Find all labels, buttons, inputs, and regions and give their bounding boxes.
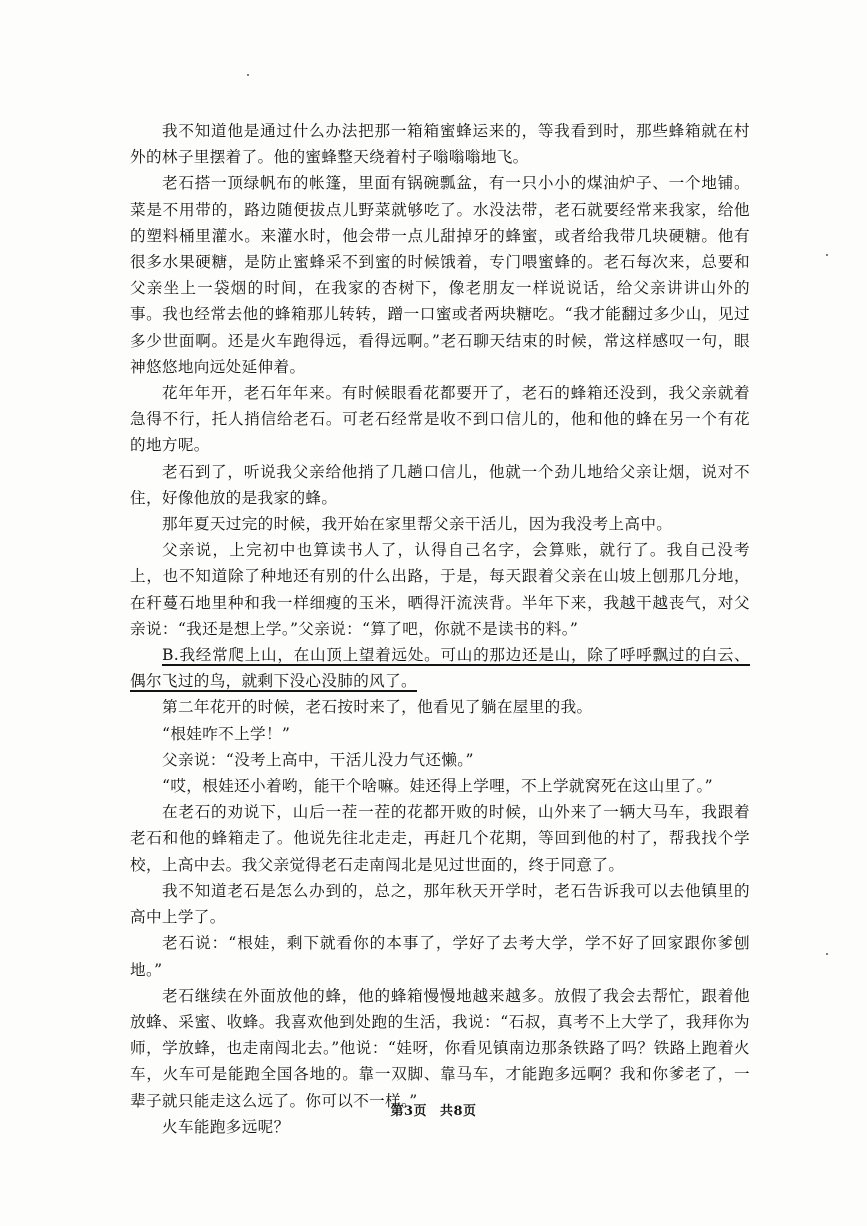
paragraph-12: 在老石的劝说下，山后一茬一茬的花都开败的时候，山外来了一辆大马车，我跟着老石和他的蜂箱走了。他说先往北走走，再赶几个花期，等回到他的村了，帮我找个学校，上高中去。我父亲觉得老石走南闯北是见过世面的，终于同意了。 [130, 803, 750, 874]
paragraph-8: 第二年花开的时候，老石按时来了，他看见了躺在屋里的我。 [162, 698, 593, 717]
paragraph-15: 老石继续在外面放他的蜂，他的蜂箱慢慢地越来越多。放假了我会去帮忙，跟着他放蜂、采蜜、收蜂。我喜欢他到处跑的生活，我说：“石叔，真考不上大学了，我拜你为师，学放蜂，也走南闯北去。”他说：“娃呀，你看见镇南边那条铁路了吗？铁路上跑着火车，火车可是能跑全国各地的。靠一双脚、靠马车，才能跑多远啊？我和你爹老了，一辈子就只能走这么远了。你可以不一样。” [130, 986, 750, 1110]
paragraph-9: “根娃咋不上学！” [162, 724, 291, 743]
paragraph-10: 父亲说：“没考上高中，干活儿没力气还懒。” [162, 750, 474, 769]
paragraph-5: 那年夏天过完的时候，我开始在家里帮父亲干活儿，因为我没考上高中。 [162, 515, 673, 534]
paragraph-13: 我不知道老石是怎么办到的，总之，那年秋天开学时，老石告诉我可以去他镇里的高中上学了。 [130, 881, 750, 927]
paragraph-6: 父亲说，上完初中也算读书人了，认得自己名字，会算账，就行了。我自己没考上，也不知道除了种地还有别的什么出路，于是，每天跟着父亲在山坡上刨那几分地，在秆蔓石地里种和我一样细瘦的玉米，晒得汗流浃背。半年下来，我越干越丧气，对父亲说：“我还是想上学。”父亲说：“算了吧，你就不是读书的料。” [130, 541, 750, 638]
paragraph-14: 老石说：“根娃，剩下就看你的本事了，学好了去考大学，学不好了回家跟你爹刨地。” [130, 934, 750, 979]
paragraph-4: 老石到了，听说我父亲给他捎了几趟口信儿，他就一个劲儿地给父亲让烟，说对不住，好像他放的是我家的蜂。 [130, 462, 750, 507]
paragraph-2: 老石搭一顶绿帆布的帐篷，里面有锅碗瓢盆，有一只小小的煤油炉子、一个地铺。菜是不用带的，路边随便拔点儿野菜就够吃了。水没法带，老石就要经常来我家，给他的塑料桶里灌水。来灌水时，他会带一点儿甜掉牙的蜂蜜，或者给我带几块硬糖。他有很多水果硬糖，是防止蜜蜂采不到蜜的时候饿着，专门喂蜜蜂的。老石每次来，总要和父亲坐上一袋烟的时间，在我家的杏树下，像老朋友一样说说话，给父亲讲讲山外的事。我也经常去他的蜂箱那儿转转，蹭一口蜜或者两块糖吃。“我才能翻过多少山，见过多少世面啊。还是火车跑得远，看得远啊。”老石聊天结束的时候，常这样感叹一句，眼神悠悠地向远处延伸着。 [130, 174, 750, 376]
paragraph-11: “哎，根娃还小着哟，能干个啥嘛。娃还得上学哩，不上学就窝死在这山里了。” [162, 777, 713, 796]
page-number: 第3页 [390, 1104, 427, 1119]
scan-speck [826, 953, 828, 955]
scan-speck [826, 254, 828, 256]
page-footer [0, 1100, 867, 1119]
paragraph-3: 花年年开，老石年年来。有时候眼看花都要开了，老石的蜂箱还没到，我父亲就着急得不行，托人捎信给老石。可老石经常是收不到口信儿的，他和他的蜂在另一个有花的地方呢。 [130, 384, 750, 455]
paragraph-16: 火车能跑多远呢？ [162, 1117, 290, 1136]
paragraph-1: 我不知道他是通过什么办法把那一箱箱蜜蜂运来的，等我看到时，那些蜂箱就在村外的林子里摆着了。他的蜜蜂整天绕着村子嗡嗡嗡地飞。 [130, 122, 750, 167]
body-text [130, 118, 750, 1140]
scan-speck [247, 74, 249, 76]
underlined-paragraph-b: B.我经常爬上山，在山顶上望着远处。可山的那边还是山，除了呼呼飘过的白云、偶尔飞过的鸟，就剩下没心没肺的风了。 [130, 646, 750, 691]
page-total: 共8页 [440, 1104, 477, 1119]
